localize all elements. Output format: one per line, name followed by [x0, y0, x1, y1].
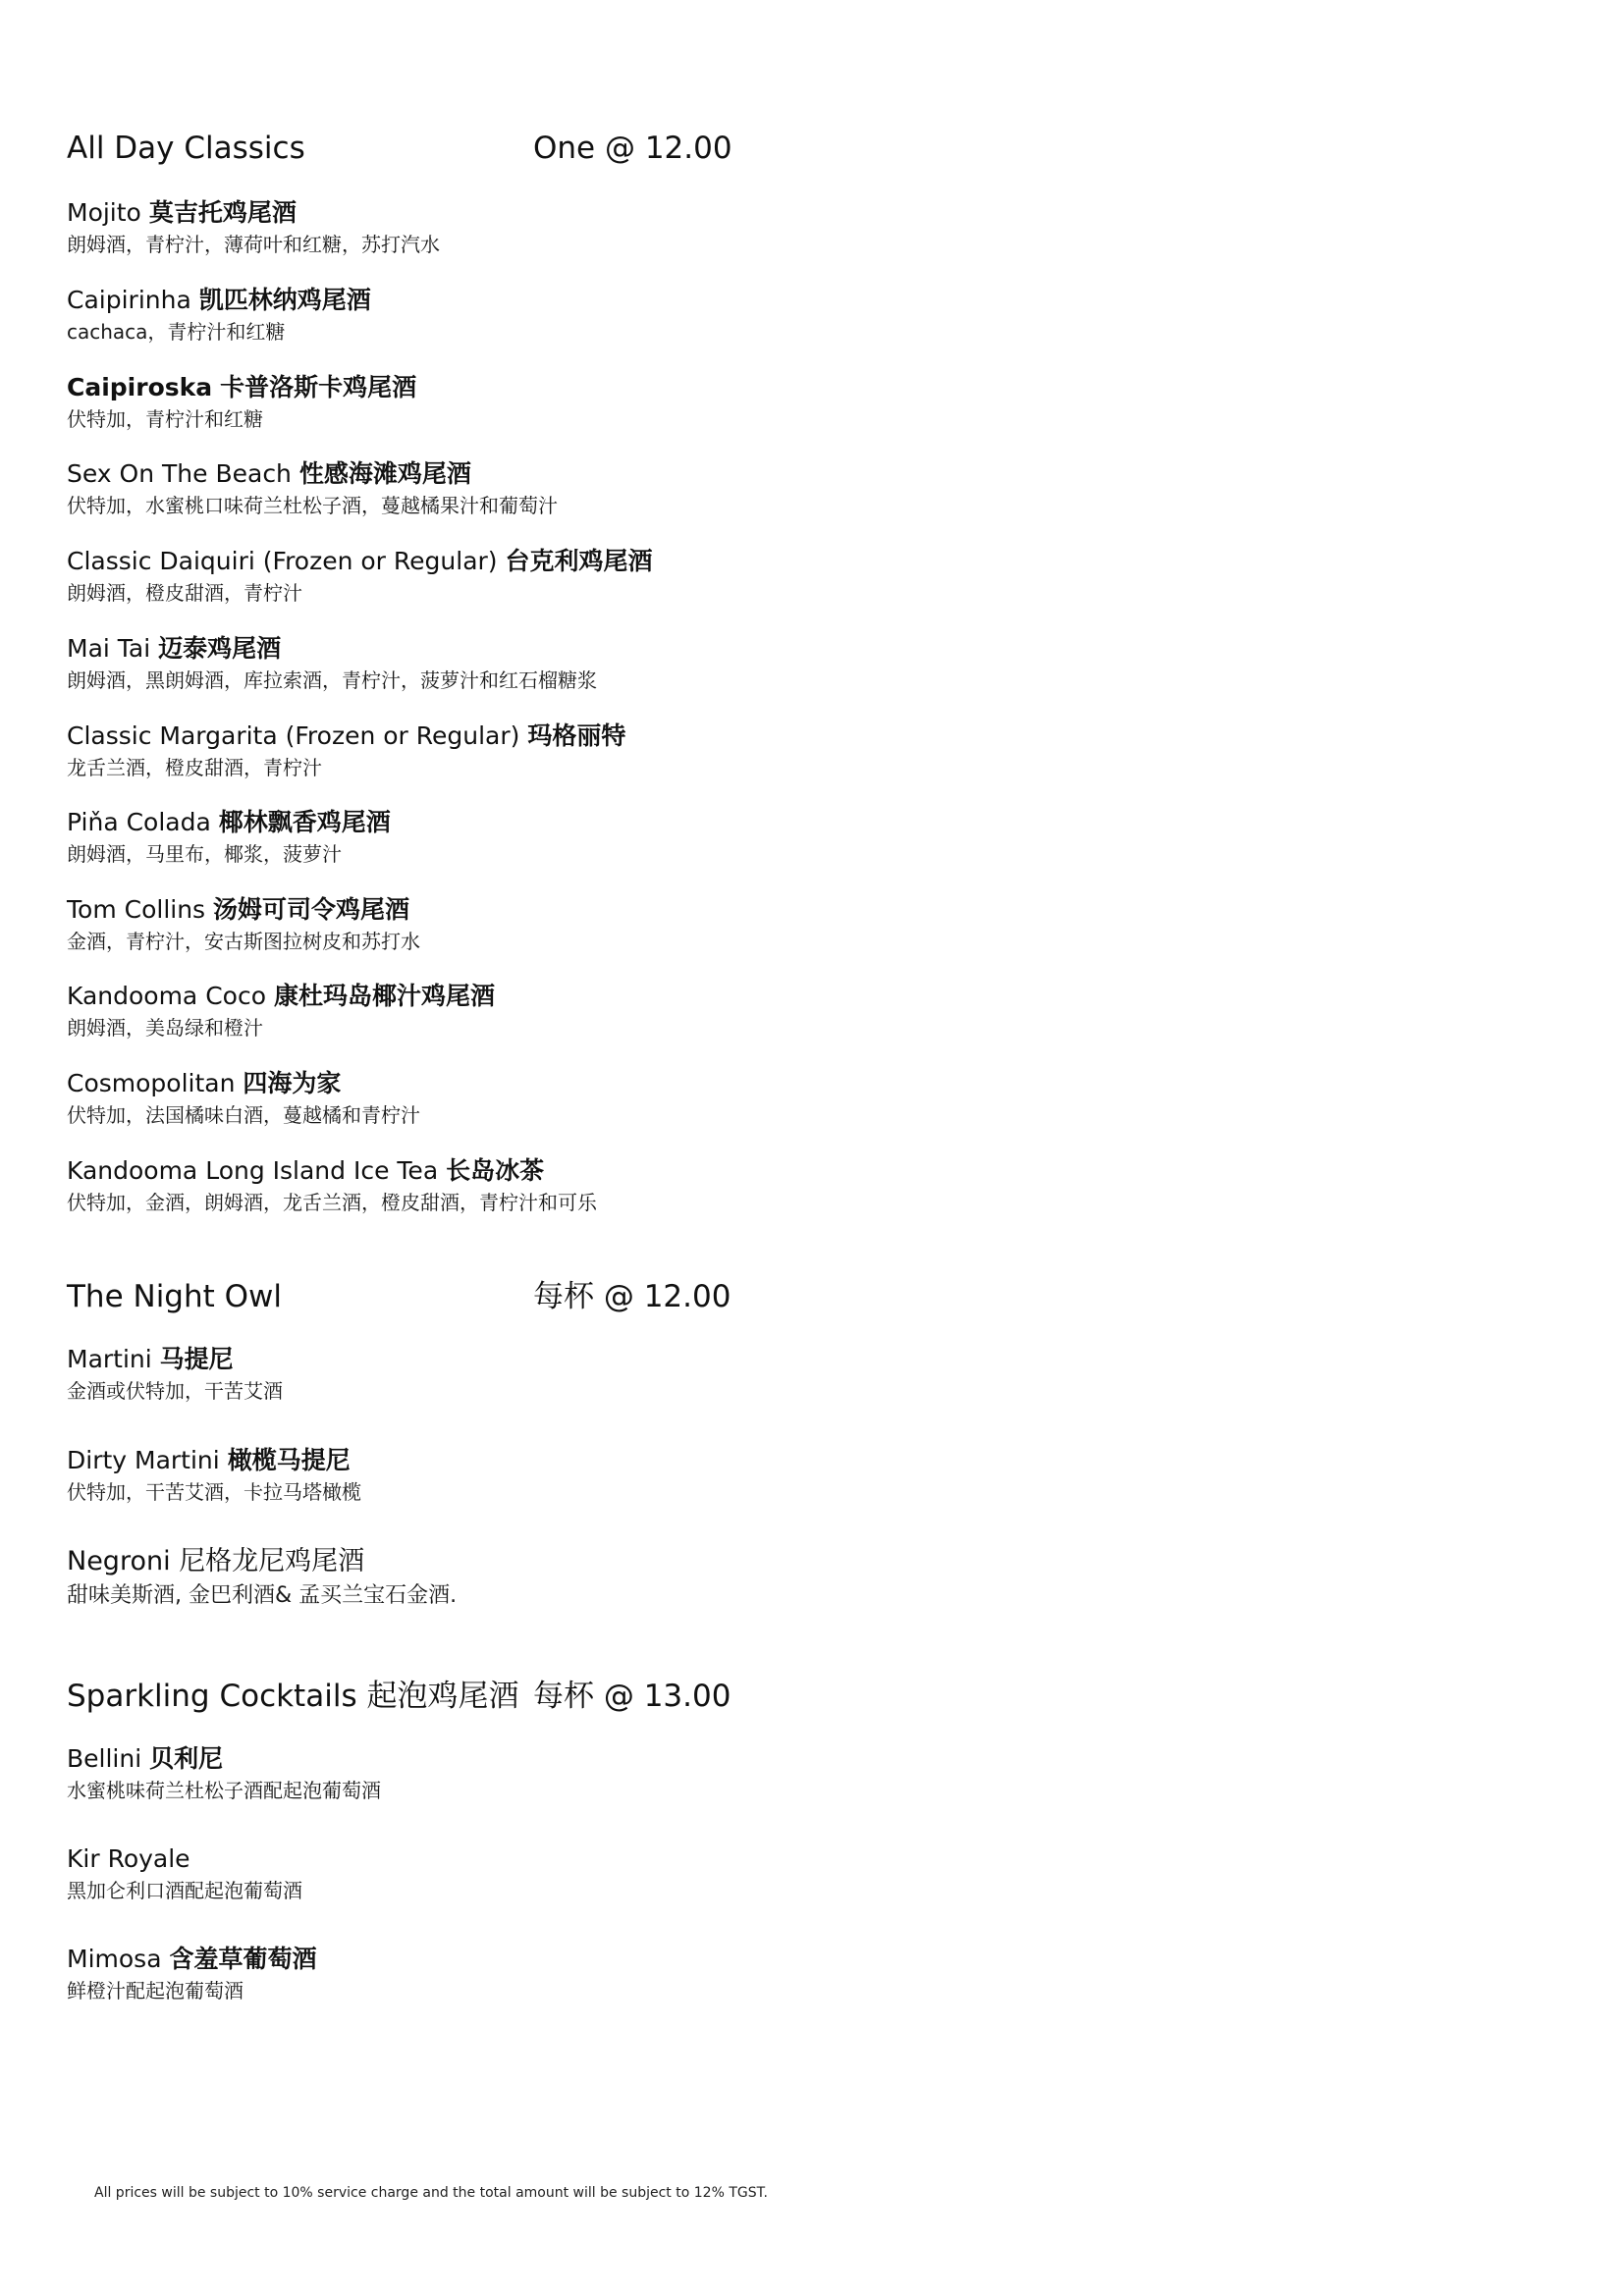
item-name-en: Tom Collins — [67, 895, 206, 924]
item-name-en: Mimosa — [67, 1945, 162, 1973]
item-name — [67, 1343, 754, 1376]
item-name-cn: 台克利鸡尾酒 — [505, 547, 653, 575]
item-name-en: Caipirinha — [67, 286, 191, 314]
item-name-cn: 莫吉托鸡尾酒 — [148, 198, 297, 227]
item-name-cn: 含羞草葡萄酒 — [169, 1945, 317, 1973]
item-description: 伏特加，水蜜桃口味荷兰杜松子酒，蔓越橘果汁和葡萄汁 — [67, 494, 558, 517]
menu-item — [67, 1842, 754, 1905]
section-title: All Day Classics — [67, 131, 305, 166]
item-name-en: Piňa Colada — [67, 808, 211, 836]
item-name — [67, 1545, 754, 1578]
item-description: 朗姆酒，橙皮甜酒，青柠汁 — [67, 581, 302, 605]
item-name-en: Mojito — [67, 198, 141, 227]
item-name — [67, 545, 754, 578]
section-title: The Night Owl — [67, 1279, 283, 1314]
item-description: 伏特加，青柠汁和红糖 — [67, 407, 263, 431]
item-name — [67, 980, 754, 1013]
item-description: 水蜜桃味荷兰杜松子酒配起泡葡萄酒 — [67, 1779, 381, 1802]
menu-item — [67, 1943, 754, 2005]
item-name-cn: 长岛冰茶 — [446, 1156, 545, 1185]
item-name — [67, 1154, 754, 1188]
item-description: 金酒，青柠汁，安古斯图拉树皮和苏打水 — [67, 930, 420, 953]
service-charge-note: All prices will be subject to 10% service charge and the total amount will be subject to 12% TGST. — [94, 2185, 768, 2201]
item-description: cachaca，青柠汁和红糖 — [67, 320, 286, 344]
item-name-en: Classic Daiquiri (Frozen or Regular) — [67, 547, 498, 575]
item-name-en: Mai Tai — [67, 634, 151, 663]
item-name-cn: 贝利尼 — [149, 1744, 224, 1773]
item-description: 伏特加，法国橘味白酒，蔓越橘和青柠汁 — [67, 1103, 420, 1127]
item-name-cn: 康杜玛岛椰汁鸡尾酒 — [273, 982, 495, 1010]
item-name-cn: 迈泰鸡尾酒 — [158, 634, 282, 663]
item-description: 朗姆酒，黑朗姆酒，库拉索酒，青柠汁，菠萝汁和红石榴糖浆 — [67, 668, 597, 692]
item-name-cn: 尼格龙尼鸡尾酒 — [179, 1546, 365, 1576]
section-price: One @ 12.00 — [533, 131, 732, 166]
item-description: 伏特加，干苦艾酒，卡拉马塔橄榄 — [67, 1480, 361, 1504]
item-name — [67, 1444, 754, 1477]
item-description: 鲜橙汁配起泡葡萄酒 — [67, 1979, 244, 2002]
item-name — [67, 720, 754, 753]
menu-item — [67, 632, 754, 695]
item-description: 伏特加，金酒，朗姆酒，龙舌兰酒，橙皮甜酒，青柠汁和可乐 — [67, 1191, 597, 1214]
item-name-cn: 橄榄马提尼 — [227, 1446, 351, 1474]
item-name-cn: 马提尼 — [159, 1345, 234, 1373]
item-name-cn: 四海为家 — [243, 1069, 342, 1097]
item-name-en: Kir Royale — [67, 1844, 190, 1873]
item-name-en: Martini — [67, 1345, 152, 1373]
menu-item — [67, 371, 754, 434]
section-night-owl — [67, 1274, 754, 1608]
section-header — [67, 1274, 754, 1319]
section-title: Sparkling Cocktails 起泡鸡尾酒 — [67, 1679, 519, 1714]
section-header — [67, 126, 754, 171]
item-name-en: Bellini — [67, 1744, 142, 1773]
item-name-en: Sex On The Beach — [67, 459, 292, 488]
menu-item — [67, 980, 754, 1042]
item-name — [67, 284, 754, 317]
item-name — [67, 1742, 754, 1776]
menu-item — [67, 720, 754, 782]
menu-item — [67, 1154, 754, 1217]
item-description: 朗姆酒，青柠汁，薄荷叶和红糖，苏打汽水 — [67, 233, 440, 256]
menu-item — [67, 1343, 754, 1406]
section-header — [67, 1674, 754, 1719]
item-name-en: Classic Margarita (Frozen or Regular) — [67, 721, 520, 750]
item-name-en: Kandooma Coco — [67, 982, 266, 1010]
item-name — [67, 457, 754, 491]
item-name — [67, 806, 754, 839]
item-name — [67, 1842, 754, 1876]
item-name-en: Caipiroska — [67, 373, 213, 401]
menu-item — [67, 1545, 754, 1614]
item-name — [67, 371, 754, 404]
menu-item — [67, 545, 754, 608]
menu-item — [67, 893, 754, 956]
item-description: 甜味美斯酒, 金巴利酒& 孟买兰宝石金酒. — [67, 1583, 458, 1608]
item-name-cn: 凯匹林纳鸡尾酒 — [198, 286, 371, 314]
item-description: 黑加仑利口酒配起泡葡萄酒 — [67, 1879, 302, 1902]
item-name-cn: 椰林飘香鸡尾酒 — [218, 808, 391, 836]
item-name-en: Kandooma Long Island Ice Tea — [67, 1156, 439, 1185]
item-name-cn: 性感海滩鸡尾酒 — [298, 459, 471, 488]
item-name-cn: 玛格丽特 — [527, 721, 626, 750]
item-name — [67, 1067, 754, 1100]
item-name — [67, 196, 754, 230]
item-description: 朗姆酒，美岛绿和橙汁 — [67, 1016, 263, 1040]
menu-item — [67, 1444, 754, 1507]
menu-item — [67, 806, 754, 869]
item-description: 金酒或伏特加，干苦艾酒 — [67, 1379, 283, 1403]
menu-item — [67, 1742, 754, 1805]
menu-item — [67, 284, 754, 347]
menu-item — [67, 457, 754, 520]
item-name — [67, 1943, 754, 1976]
item-name-en: Negroni — [67, 1546, 171, 1576]
item-name — [67, 893, 754, 927]
section-price: 每杯 @ 13.00 — [533, 1679, 731, 1714]
menu-item — [67, 1067, 754, 1130]
item-name — [67, 632, 754, 666]
section-all-day-classics — [67, 126, 754, 1214]
item-name-cn: 卡普洛斯卡鸡尾酒 — [220, 373, 417, 401]
item-name-cn: 汤姆可司令鸡尾酒 — [213, 895, 410, 924]
item-name-en: Dirty Martini — [67, 1446, 220, 1474]
item-description: 龙舌兰酒，橙皮甜酒，青柠汁 — [67, 756, 322, 779]
menu-item — [67, 196, 754, 259]
item-description: 朗姆酒，马里布，椰浆，菠萝汁 — [67, 842, 342, 866]
section-price: 每杯 @ 12.00 — [533, 1279, 731, 1314]
section-sparkling-cocktails — [67, 1674, 754, 2002]
item-name-en: Cosmopolitan — [67, 1069, 236, 1097]
